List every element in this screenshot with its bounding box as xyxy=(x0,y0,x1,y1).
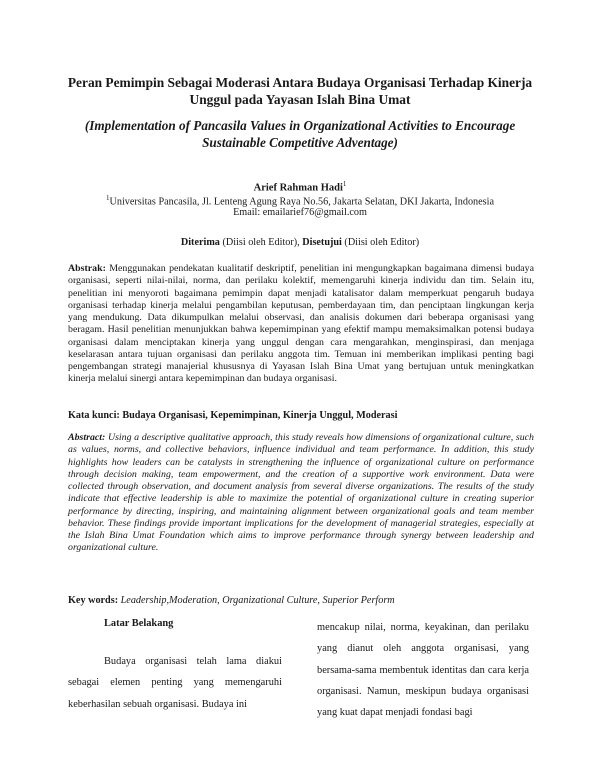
accepted-label: Disetujui xyxy=(302,237,342,248)
body-paragraph-left: Budaya organisasi telah lama diakui sebagai elemen penting yang memengaruhi keberhasilan sebuah organisasi. Budaya ini xyxy=(68,656,282,710)
body-column-left xyxy=(68,617,282,715)
keywords-en-text: Leadership,Moderation, Organizational Culture, Superior Perform xyxy=(120,595,395,606)
paper-subtitle: (Implementation of Pancasila Values in Organizational Activities to Encourage Sustainable Competitive Adventage) xyxy=(84,118,516,150)
author-email: Email: emailarief76@gmail.com xyxy=(233,207,367,218)
affiliation-superscript: 1 xyxy=(106,194,110,202)
abstract-en-label: Abstract: xyxy=(68,432,106,443)
accepted-value: (Diisi oleh Editor) xyxy=(344,237,420,248)
section-heading: Latar Belakang xyxy=(104,618,174,629)
author-superscript: 1 xyxy=(342,180,347,188)
abstract-id-label: Abstrak: xyxy=(68,263,106,274)
received-value: (Diisi oleh Editor), xyxy=(222,237,300,248)
abstract-id-text: Menggunakan pendekatan kualitatif deskriptif, penelitian ini mengungkapkan bagaimana dimensi budaya organisasi, seperti nilai-nilai, norma, dan perilaku kolektif, memengaruhi kinerja individu dan tim. Selain itu, penelitian ini menyoroti bagaimana pemimpin dapat menjadi katalisator dalam memperkuat pengaruh budaya organisasi terhadap kinerja melalui pengambilan keputusan, pemberdayaan tim, dan penciptaan lingkungan kerja yang mendukung. Data dikumpulkan melalui observasi, dan analisis dokumen dari beberapa organisasi yang beragam. Hasil penelitian menunjukkan bahwa kepemimpinan yang efektif mampu memaksimalkan potensi budaya organisasi dalam menciptakan kinerja yang unggul dengan cara mengarahkan, menginspirasi, dan menjaga keselarasan antara tujuan organisasi dan perilaku anggota tim. Temuan ini memberikan implikasi penting bagi pengembangan strategi manajerial khususnya di Yayasan Islah Bina Umat yang bertujuan untuk meningkatkan kinerja melalui sinergi antara kepemimpinan dan budaya organisasi. xyxy=(68,263,534,385)
author-name: Arief Rahman Hadi xyxy=(253,182,343,194)
submission-dates xyxy=(60,236,540,249)
abstract-english xyxy=(68,432,534,555)
received-label: Diterima xyxy=(180,237,220,248)
keywords-indonesian: Kata kunci: Budaya Organisasi, Kepemimpinan, Kinerja Unggul, Moderasi xyxy=(68,410,398,421)
paper-title: Peran Pemimpin Sebagai Moderasi Antara Budaya Organisasi Terhadap Kinerja Unggul pada Yayasan Islah Bina Umat xyxy=(67,75,533,107)
keywords-english xyxy=(68,594,534,607)
abstract-indonesian xyxy=(68,263,534,386)
abstract-en-text: Using a descriptive qualitative approach, this study reveals how dimensions of organizational culture, such as values, norms, and collective behaviors, influence individual and team performance. In addition, this study highlights how leaders can be catalysts in strengthening the influence of organizational culture on performance through decision making, team empowerment, and the creation of a supportive work environment. Data were collected through observation, and document analysis from several diverse organizations. The results of the study indicate that effective leadership is able to maximize the potential of organizational culture in creating superior performance by directing, inspiring, and maintaining alignment between organizational goals and team member behavior. These findings provide important implications for the development of managerial strategies, especially at the Islah Bina Umat Foundation which aims to improve performance through synergy between leadership and organizational culture. xyxy=(68,432,534,554)
affiliation-text: Universitas Pancasila, Jl. Lenteng Agung Raya No.56, Jakarta Selatan, DKI Jakarta, Indonesia xyxy=(109,196,494,208)
keywords-en-label: Key words: xyxy=(68,595,119,606)
body-paragraph-right: mencakup nilai, norma, keyakinan, dan perilaku yang dianut oleh anggota organisasi, yang bersama-sama membentuk identitas dan cara kerja organisasi. Namun, meskipun budaya organisasi yang kuat dapat menjadi fondasi bagi xyxy=(317,622,529,719)
